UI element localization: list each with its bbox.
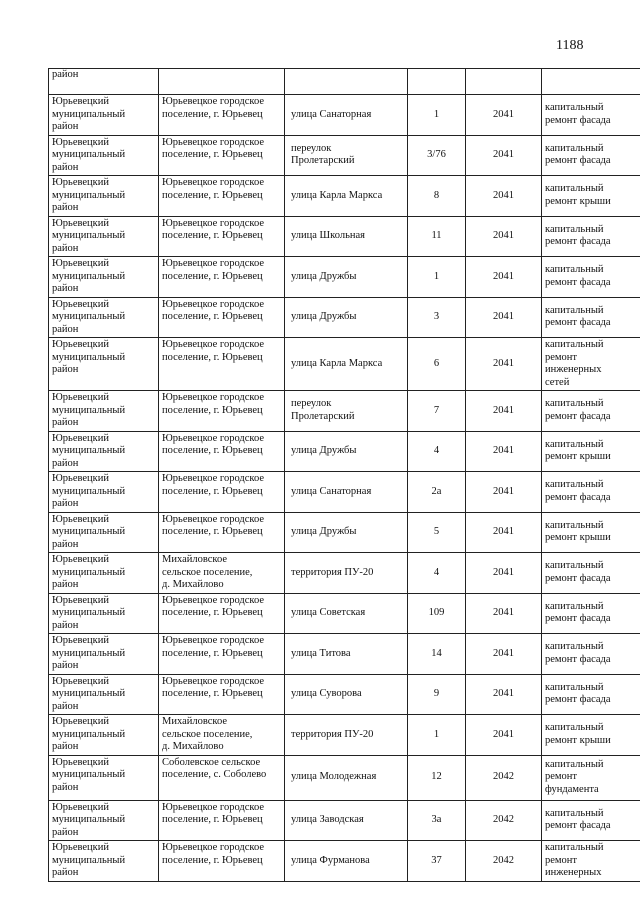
house-number-cell: 3/76 bbox=[408, 135, 466, 176]
settlement-cell: Юрьевецкое городское поселение, г. Юрьевец bbox=[159, 135, 285, 176]
settlement-cell: Юрьевецкое городское поселение, г. Юрьевец bbox=[159, 512, 285, 553]
district-cell: Юрьевецкий муниципальный район bbox=[49, 176, 159, 217]
work-type-cell: капитальный ремонт фасада bbox=[542, 216, 640, 257]
year-cell: 2041 bbox=[466, 95, 542, 136]
district-cell: Юрьевецкий муниципальный район bbox=[49, 95, 159, 136]
year-cell: 2041 bbox=[466, 634, 542, 675]
table-row bbox=[49, 257, 640, 298]
settlement-cell: Юрьевецкое городское поселение, г. Юрьевец bbox=[159, 257, 285, 298]
street-cell: улица Титова bbox=[285, 634, 408, 675]
repair-schedule-table bbox=[48, 68, 640, 882]
house-number-cell: 7 bbox=[408, 391, 466, 432]
page-number: 1188 bbox=[556, 38, 584, 53]
work-type-cell: капитальный ремонт фасада bbox=[542, 257, 640, 298]
house-number-cell: 1 bbox=[408, 95, 466, 136]
year-cell: 2041 bbox=[466, 512, 542, 553]
year-cell: 2041 bbox=[466, 135, 542, 176]
settlement-cell: Юрьевецкое городское поселение, г. Юрьевец bbox=[159, 297, 285, 338]
work-type-cell: капитальный ремонт фасада bbox=[542, 800, 640, 841]
table-row bbox=[49, 95, 640, 136]
settlement-cell: Юрьевецкое городское поселение, г. Юрьевец bbox=[159, 391, 285, 432]
district-cell: район bbox=[49, 69, 159, 95]
table-row bbox=[49, 800, 640, 841]
settlement-cell: Юрьевецкое городское поселение, г. Юрьевец bbox=[159, 176, 285, 217]
district-cell: Юрьевецкий муниципальный район bbox=[49, 472, 159, 513]
settlement-cell: Юрьевецкое городское поселение, г. Юрьевец bbox=[159, 431, 285, 472]
work-type-cell: капитальный ремонт инженерных сетей bbox=[542, 338, 640, 391]
settlement-cell: Михайловское сельское поселение, д. Михайлово bbox=[159, 715, 285, 756]
work-type-cell: капитальный ремонт крыши bbox=[542, 431, 640, 472]
work-type-cell: капитальный ремонт фасада bbox=[542, 472, 640, 513]
house-number-cell: 1 bbox=[408, 715, 466, 756]
street-cell: улица Дружбы bbox=[285, 512, 408, 553]
district-cell: Юрьевецкий муниципальный район bbox=[49, 755, 159, 800]
year-cell: 2041 bbox=[466, 176, 542, 217]
table-row bbox=[49, 634, 640, 675]
work-type-cell: капитальный ремонт фасада bbox=[542, 593, 640, 634]
year-cell: 2041 bbox=[466, 257, 542, 298]
district-cell: Юрьевецкий муниципальный район bbox=[49, 841, 159, 882]
work-type-cell: капитальный ремонт фасада bbox=[542, 674, 640, 715]
district-cell: Юрьевецкий муниципальный район bbox=[49, 257, 159, 298]
district-cell: Юрьевецкий муниципальный район bbox=[49, 297, 159, 338]
year-cell: 2041 bbox=[466, 391, 542, 432]
table-row bbox=[49, 512, 640, 553]
settlement-cell: Юрьевецкое городское поселение, г. Юрьевец bbox=[159, 841, 285, 882]
year-cell: 2041 bbox=[466, 715, 542, 756]
house-number-cell: 8 bbox=[408, 176, 466, 217]
house-number-cell: 37 bbox=[408, 841, 466, 882]
year-cell: 2042 bbox=[466, 800, 542, 841]
settlement-cell: Юрьевецкое городское поселение, г. Юрьевец bbox=[159, 338, 285, 391]
work-type-cell: капитальный ремонт фасада bbox=[542, 553, 640, 594]
street-cell: улица Заводская bbox=[285, 800, 408, 841]
work-type-cell: капитальный ремонт крыши bbox=[542, 512, 640, 553]
settlement-cell: Михайловское сельское поселение, д. Михайлово bbox=[159, 553, 285, 594]
year-cell: 2041 bbox=[466, 431, 542, 472]
year-cell: 2041 bbox=[466, 593, 542, 634]
settlement-cell: Юрьевецкое городское поселение, г. Юрьевец bbox=[159, 800, 285, 841]
work-type-cell: капитальный ремонт фасада bbox=[542, 634, 640, 675]
table-row-continuation bbox=[49, 69, 640, 95]
year-cell: 2041 bbox=[466, 472, 542, 513]
street-cell: улица Советская bbox=[285, 593, 408, 634]
street-cell: территория ПУ-20 bbox=[285, 715, 408, 756]
year-cell: 2042 bbox=[466, 755, 542, 800]
district-cell: Юрьевецкий муниципальный район bbox=[49, 553, 159, 594]
year-cell: 2041 bbox=[466, 216, 542, 257]
house-number-cell: 5 bbox=[408, 512, 466, 553]
table-row bbox=[49, 553, 640, 594]
work-type-cell: капитальный ремонт крыши bbox=[542, 715, 640, 756]
district-cell: Юрьевецкий муниципальный район bbox=[49, 512, 159, 553]
street-cell: улица Фурманова bbox=[285, 841, 408, 882]
table-row bbox=[49, 176, 640, 217]
table-body bbox=[49, 95, 640, 882]
table-row bbox=[49, 674, 640, 715]
street-cell: улица Санаторная bbox=[285, 472, 408, 513]
table-row bbox=[49, 297, 640, 338]
year-cell: 2041 bbox=[466, 553, 542, 594]
house-number-cell: 9 bbox=[408, 674, 466, 715]
table-row bbox=[49, 593, 640, 634]
settlement-cell: Юрьевецкое городское поселение, г. Юрьевец bbox=[159, 634, 285, 675]
work-type-cell: капитальный ремонт крыши bbox=[542, 176, 640, 217]
table-row bbox=[49, 431, 640, 472]
house-number-cell: 14 bbox=[408, 634, 466, 675]
house-number-cell: 12 bbox=[408, 755, 466, 800]
table-row bbox=[49, 216, 640, 257]
table-row bbox=[49, 472, 640, 513]
house-number-cell: 4 bbox=[408, 553, 466, 594]
table-row bbox=[49, 841, 640, 882]
district-cell: Юрьевецкий муниципальный район bbox=[49, 715, 159, 756]
house-number-cell: 6 bbox=[408, 338, 466, 391]
district-cell: Юрьевецкий муниципальный район bbox=[49, 634, 159, 675]
work-type-cell: капитальный ремонт фасада bbox=[542, 135, 640, 176]
street-cell: улица Карла Маркса bbox=[285, 176, 408, 217]
house-number-cell: 3а bbox=[408, 800, 466, 841]
district-cell: Юрьевецкий муниципальный район bbox=[49, 135, 159, 176]
work-type-cell: капитальный ремонт фасада bbox=[542, 95, 640, 136]
street-cell: переулок Пролетарский bbox=[285, 391, 408, 432]
street-cell: улица Суворова bbox=[285, 674, 408, 715]
house-number-cell: 3 bbox=[408, 297, 466, 338]
work-type-cell: капитальный ремонт фасада bbox=[542, 391, 640, 432]
house-number-cell: 109 bbox=[408, 593, 466, 634]
year-cell: 2041 bbox=[466, 297, 542, 338]
year-cell: 2042 bbox=[466, 841, 542, 882]
district-cell: Юрьевецкий муниципальный район bbox=[49, 800, 159, 841]
table-row bbox=[49, 135, 640, 176]
work-type-cell: капитальный ремонт инженерных bbox=[542, 841, 640, 882]
table-row bbox=[49, 715, 640, 756]
work-type-cell: капитальный ремонт фундамента bbox=[542, 755, 640, 800]
district-cell: Юрьевецкий муниципальный район bbox=[49, 674, 159, 715]
work-type-cell: капитальный ремонт фасада bbox=[542, 297, 640, 338]
settlement-cell: Соболевское сельское поселение, с. Соболево bbox=[159, 755, 285, 800]
settlement-cell: Юрьевецкое городское поселение, г. Юрьевец bbox=[159, 216, 285, 257]
house-number-cell: 4 bbox=[408, 431, 466, 472]
district-cell: Юрьевецкий муниципальный район bbox=[49, 338, 159, 391]
street-cell: улица Санаторная bbox=[285, 95, 408, 136]
house-number-cell: 2а bbox=[408, 472, 466, 513]
street-cell: улица Дружбы bbox=[285, 431, 408, 472]
settlement-cell: Юрьевецкое городское поселение, г. Юрьевец bbox=[159, 95, 285, 136]
street-cell: улица Школьная bbox=[285, 216, 408, 257]
settlement-cell: Юрьевецкое городское поселение, г. Юрьевец bbox=[159, 674, 285, 715]
street-cell: улица Молодежная bbox=[285, 755, 408, 800]
street-cell: улица Дружбы bbox=[285, 297, 408, 338]
settlement-cell: Юрьевецкое городское поселение, г. Юрьевец bbox=[159, 472, 285, 513]
settlement-cell: Юрьевецкое городское поселение, г. Юрьевец bbox=[159, 593, 285, 634]
street-cell: территория ПУ-20 bbox=[285, 553, 408, 594]
house-number-cell: 1 bbox=[408, 257, 466, 298]
district-cell: Юрьевецкий муниципальный район bbox=[49, 593, 159, 634]
street-cell: улица Дружбы bbox=[285, 257, 408, 298]
district-cell: Юрьевецкий муниципальный район bbox=[49, 216, 159, 257]
street-cell: улица Карла Маркса bbox=[285, 338, 408, 391]
table-row bbox=[49, 755, 640, 800]
district-cell: Юрьевецкий муниципальный район bbox=[49, 431, 159, 472]
table-row bbox=[49, 338, 640, 391]
year-cell: 2041 bbox=[466, 674, 542, 715]
district-cell: Юрьевецкий муниципальный район bbox=[49, 391, 159, 432]
table-row bbox=[49, 391, 640, 432]
year-cell: 2041 bbox=[466, 338, 542, 391]
street-cell: переулок Пролетарский bbox=[285, 135, 408, 176]
house-number-cell: 11 bbox=[408, 216, 466, 257]
